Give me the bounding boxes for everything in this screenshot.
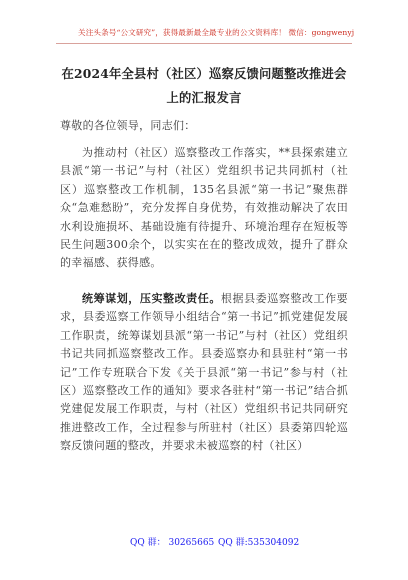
document-title: 在2024年全县村（社区）巡察反馈问题整改推进会上的汇报发言 (61, 66, 347, 105)
header-divider (56, 43, 352, 44)
paragraph-2-body: 根据县委巡察整改工作要求，县委巡察工作领导小组结合“第一书记”抓党建促发展工作职责，统筹谋划县派“第一书记”与村（社区）党组织书记共同抓巡察整改工作。县委巡察办和县驻村“第一书记”工作专班联合下发《关于县派“第一书记”参与村（社区）巡察整改工作的通知》要求各驻村“第一书记”结合抓党建促发展工作职责，与村（社区）党组织书记共同研究推进整改工作，全过程参与所驻村（社区）县委第四轮巡察反馈问题的整改，并要求未被巡察的村（社区） (60, 292, 348, 453)
paragraph-2-lead: 统筹谋划，压实整改责任。 (82, 292, 221, 305)
footer-qq-group-1: QQ 群： 30265665 (130, 538, 215, 548)
header-promo-note: 关注头条号“公文研究”，获得最新最全最专业的公文资料库！ 微信：gongwenyj (78, 28, 355, 37)
paragraph-1: 为推动村（社区）巡察整改工作落实，**县探索建立县派“第一书记”与村（社区）党组织书记共同抓村（社区）巡察整改工作机制，135名县派“第一书记”聚焦群众“急难愁盼”，充分发挥自身优势，有效推动解决了农田水利设施损坏、基础设施有待提升、环境治理存在短板等民生问题300余个，以实实在在的整改成效，提升了群众的幸福感、获得感。 (60, 146, 348, 270)
paragraph-2 (60, 290, 348, 456)
salutation: 尊敬的各位领导，同志们： (60, 119, 196, 132)
footer-qq-group-2: QQ 群:535304092 (218, 538, 300, 548)
